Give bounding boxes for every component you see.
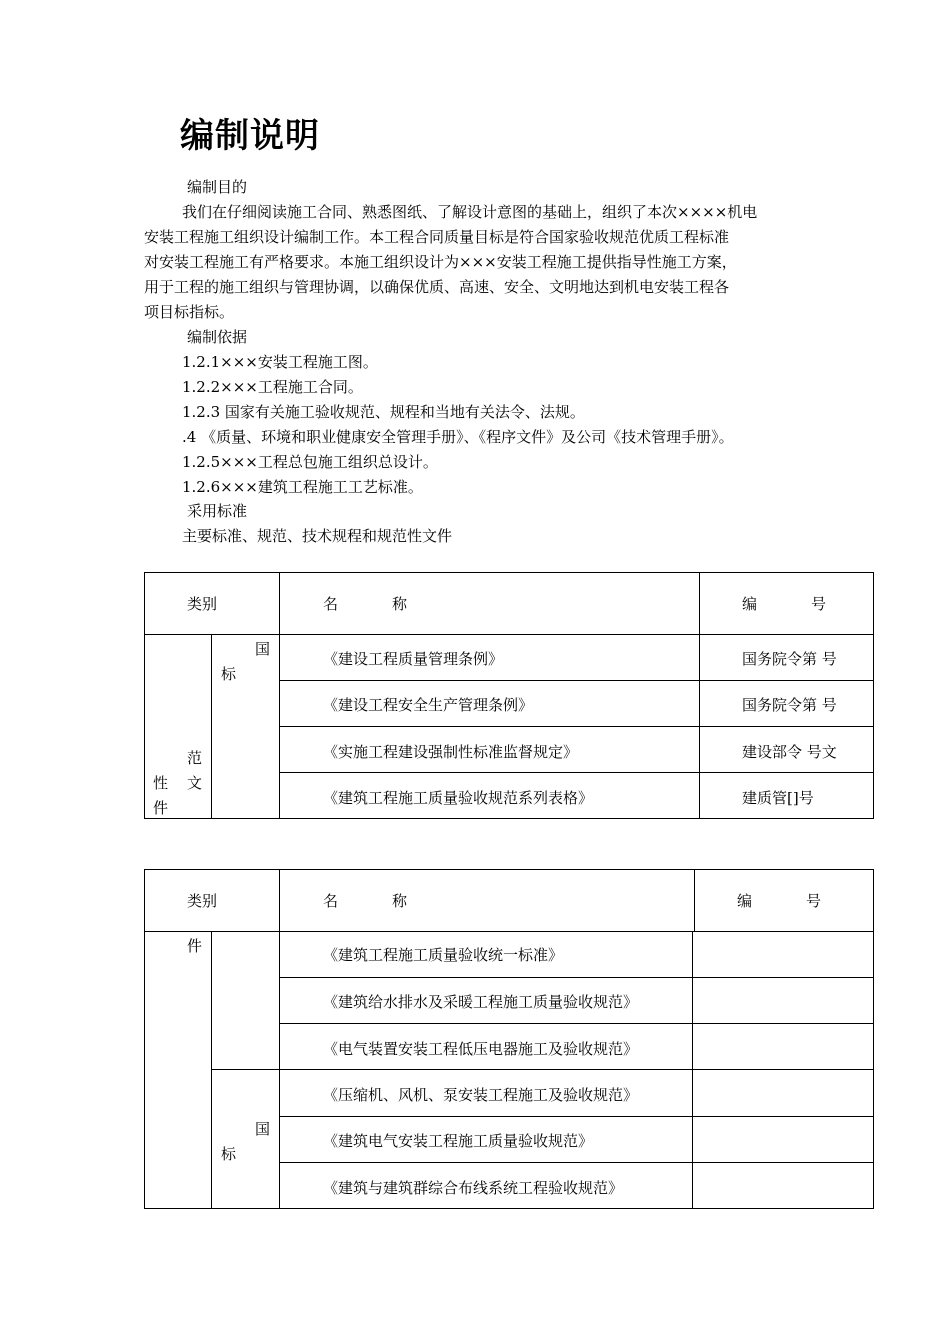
header-category: 类别 [187,892,218,910]
table-border [279,680,873,681]
purpose-heading: 编制目的 [187,178,248,196]
table-border [279,772,873,773]
table-border [144,869,874,870]
table-border [211,1069,873,1070]
table-border [144,634,874,635]
purpose-line: 安装工程施工组织设计编制工作。本工程合同质量目标是符合国家验收规范优质工程标准 [144,228,730,246]
table-border [279,726,873,727]
header-category: 类别 [187,595,218,613]
header-code: 号 [811,595,827,613]
table-row-name: 《压缩机、风机、泵安装工程施工及验收规范》 [323,1086,639,1104]
table-border [144,931,874,932]
table-border [211,634,212,819]
table-border [279,977,873,978]
table-border [279,869,280,1209]
table-border [279,1116,873,1117]
table-row-name: 《实施工程建设强制性标准监督规定》 [323,743,579,761]
header-code: 编 [737,892,753,910]
table-border [694,869,695,932]
table-border [279,572,280,819]
table-border [692,931,693,1209]
table-row-name: 《建筑工程施工质量验收规范系列表格》 [323,789,594,807]
category-label: 范 [187,749,203,767]
purpose-line: 用于工程的施工组织与管理协调，以确保优质、高速、安全、文明地达到机电安装工程各 [144,278,730,296]
table-border [144,818,874,819]
table-border [144,572,874,573]
header-name: 称 [392,595,408,613]
standards-intro: 主要标准、规范、技术规程和规范性文件 [182,527,453,545]
basis-heading: 编制依据 [187,328,248,346]
basis-item: .4 《质量、环境和职业健康安全管理手册》、《程序文件》及公司《技术管理手册》。 [182,428,734,446]
table-row-name: 《建设工程质量管理条例》 [323,650,504,668]
standards-heading: 采用标准 [187,502,248,520]
table-row-code: 国务院令第 号 [742,696,837,714]
basis-item: 1.2.1×××安装工程施工图。 [182,353,378,371]
purpose-line: 对安装工程施工有严格要求。本施工组织设计为×××安装工程施工提供指导性施工方案， [144,253,737,271]
header-name: 名 [323,892,339,910]
category-label: 国 [255,640,271,658]
table-row-name: 《建筑工程施工质量验收统一标准》 [323,946,564,964]
page-title: 编制说明 [180,116,320,156]
table-row-name: 《建筑电气安装工程施工质量验收规范》 [323,1132,594,1150]
table-row-name: 《电气装置安装工程低压电器施工及验收规范》 [323,1040,639,1058]
header-name: 称 [392,892,408,910]
header-code: 号 [806,892,822,910]
table-row-code: 国务院令第 号 [742,650,837,668]
purpose-line: 我们在仔细阅读施工合同、熟悉图纸、了解设计意图的基础上，组织了本次××××机电 [182,203,758,221]
table-border [144,572,145,819]
category-label: 件 [187,937,203,955]
category-label: 件 [153,799,169,817]
table-row-name: 《建设工程安全生产管理条例》 [323,696,534,714]
table-border [279,1023,873,1024]
table-row-code: 建质管[]号 [742,789,814,807]
table-row-name: 《建筑与建筑群综合布线系统工程验收规范》 [323,1179,624,1197]
table-row-code: 建设部令 号文 [742,743,837,761]
table-row-name: 《建筑给水排水及采暖工程施工质量验收规范》 [323,993,639,1011]
table-border [873,869,874,1209]
table-border [279,1162,873,1163]
basis-item: 1.2.3 国家有关施工验收规范、规程和当地有关法令、法规。 [182,403,585,421]
purpose-line: 项目标指标。 [144,303,235,321]
table-border [211,931,212,1209]
header-name: 名 [323,595,339,613]
basis-item: 1.2.2×××工程施工合同。 [182,378,363,396]
category-label: 性 [153,774,169,792]
basis-item: 1.2.6×××建筑工程施工工艺标准。 [182,478,423,496]
table-border [873,572,874,819]
table-border [144,869,145,1209]
category-label: 国 [255,1120,271,1138]
table-border [144,1208,874,1209]
table-border [699,572,700,819]
category-label: 标 [221,665,237,683]
category-label: 标 [221,1145,237,1163]
category-label: 文 [187,774,203,792]
basis-item: 1.2.5×××工程总包施工组织总设计。 [182,453,438,471]
header-code: 编 [742,595,758,613]
